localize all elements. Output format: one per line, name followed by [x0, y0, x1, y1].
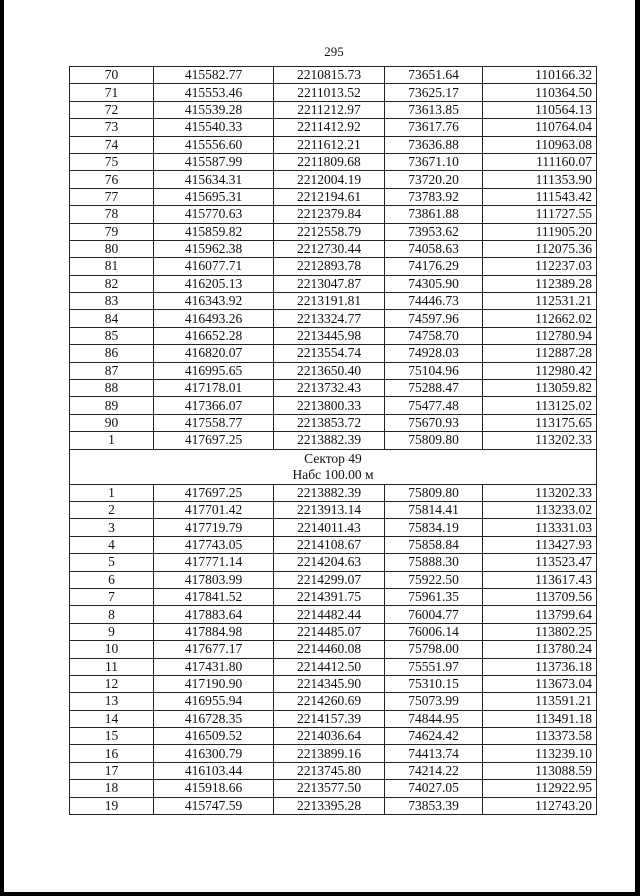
local-x-cell: 73625.17: [385, 84, 483, 101]
local-x-cell: 75814.41: [385, 501, 483, 518]
table-row: [70, 414, 597, 431]
x-coordinate-cell: 416300.79: [154, 745, 274, 762]
y-coordinate-cell: 2214412.50: [274, 658, 385, 675]
x-coordinate-cell: 416820.07: [154, 345, 274, 362]
x-coordinate-cell: 415918.66: [154, 780, 274, 797]
point-number-cell: 4: [70, 536, 154, 553]
page-number: 295: [324, 44, 344, 59]
x-coordinate-cell: 416103.44: [154, 762, 274, 779]
local-x-cell: 75104.96: [385, 362, 483, 379]
y-coordinate-cell: 2213191.81: [274, 293, 385, 310]
local-x-cell: 74597.96: [385, 310, 483, 327]
y-coordinate-cell: 2214036.64: [274, 728, 385, 745]
local-y-cell: 113202.33: [483, 432, 597, 449]
y-coordinate-cell: 2211013.52: [274, 84, 385, 101]
table-row: [70, 693, 597, 710]
point-number-cell: 15: [70, 728, 154, 745]
local-y-cell: 112980.42: [483, 362, 597, 379]
local-y-cell: 113175.65: [483, 414, 597, 431]
x-coordinate-cell: 416343.92: [154, 293, 274, 310]
table-body-top: [70, 67, 597, 450]
local-y-cell: 111727.55: [483, 206, 597, 223]
x-coordinate-cell: 417677.17: [154, 641, 274, 658]
local-x-cell: 73671.10: [385, 153, 483, 170]
local-x-cell: 74928.03: [385, 345, 483, 362]
table-row: [70, 797, 597, 814]
section-row: [70, 449, 597, 484]
x-coordinate-cell: 417366.07: [154, 397, 274, 414]
local-y-cell: 111543.42: [483, 188, 597, 205]
x-coordinate-cell: 415539.28: [154, 101, 274, 118]
local-y-cell: 113427.93: [483, 536, 597, 553]
y-coordinate-cell: 2214108.67: [274, 536, 385, 553]
local-y-cell: 112389.28: [483, 275, 597, 292]
point-number-cell: 77: [70, 188, 154, 205]
y-coordinate-cell: 2213047.87: [274, 275, 385, 292]
x-coordinate-cell: 415859.82: [154, 223, 274, 240]
table-row: [70, 327, 597, 344]
point-number-cell: 81: [70, 258, 154, 275]
y-coordinate-cell: 2213882.39: [274, 484, 385, 501]
local-x-cell: 75310.15: [385, 675, 483, 692]
section-header: [70, 449, 597, 484]
table-row: [70, 310, 597, 327]
point-number-cell: 76: [70, 171, 154, 188]
local-x-cell: 75809.80: [385, 432, 483, 449]
y-coordinate-cell: 2211809.68: [274, 153, 385, 170]
local-y-cell: 113736.18: [483, 658, 597, 675]
point-number-cell: 12: [70, 675, 154, 692]
point-number-cell: 83: [70, 293, 154, 310]
x-coordinate-cell: 416955.94: [154, 693, 274, 710]
x-coordinate-cell: 415770.63: [154, 206, 274, 223]
point-number-cell: 90: [70, 414, 154, 431]
section-title: Сектор 49: [304, 450, 362, 466]
y-coordinate-cell: 2213732.43: [274, 380, 385, 397]
x-coordinate-cell: 417841.52: [154, 588, 274, 605]
y-coordinate-cell: 2213899.16: [274, 745, 385, 762]
x-coordinate-cell: 415962.38: [154, 240, 274, 257]
point-number-cell: 9: [70, 623, 154, 640]
y-coordinate-cell: 2212730.44: [274, 240, 385, 257]
local-x-cell: 74058.63: [385, 240, 483, 257]
point-number-cell: 10: [70, 641, 154, 658]
local-x-cell: 75798.00: [385, 641, 483, 658]
table-row: [70, 223, 597, 240]
table-row: [70, 136, 597, 153]
local-y-cell: 113802.25: [483, 623, 597, 640]
y-coordinate-cell: 2213882.39: [274, 432, 385, 449]
local-x-cell: 75670.93: [385, 414, 483, 431]
y-coordinate-cell: 2214460.08: [274, 641, 385, 658]
table-row: [70, 293, 597, 310]
point-number-cell: 70: [70, 67, 154, 84]
x-coordinate-cell: 417803.99: [154, 571, 274, 588]
point-number-cell: 1: [70, 432, 154, 449]
local-x-cell: 75809.80: [385, 484, 483, 501]
y-coordinate-cell: 2211412.92: [274, 119, 385, 136]
table-row: [70, 728, 597, 745]
local-y-cell: 113673.04: [483, 675, 597, 692]
y-coordinate-cell: 2211212.97: [274, 101, 385, 118]
table-row: [70, 240, 597, 257]
local-x-cell: 75834.19: [385, 519, 483, 536]
table-row: [70, 119, 597, 136]
x-coordinate-cell: 417883.64: [154, 606, 274, 623]
point-number-cell: 18: [70, 780, 154, 797]
local-y-cell: 113202.33: [483, 484, 597, 501]
point-number-cell: 5: [70, 554, 154, 571]
local-x-cell: 74413.74: [385, 745, 483, 762]
section-cell: [70, 449, 597, 484]
x-coordinate-cell: 417178.01: [154, 380, 274, 397]
local-y-cell: 110364.50: [483, 84, 597, 101]
y-coordinate-cell: 2212893.78: [274, 258, 385, 275]
scan-edge-left: [0, 0, 4, 896]
x-coordinate-cell: 416077.71: [154, 258, 274, 275]
local-x-cell: 74305.90: [385, 275, 483, 292]
x-coordinate-cell: 417701.42: [154, 501, 274, 518]
y-coordinate-cell: 2214391.75: [274, 588, 385, 605]
scan-edge-right: [635, 0, 640, 896]
point-number-cell: 85: [70, 327, 154, 344]
point-number-cell: 75: [70, 153, 154, 170]
point-number-cell: 86: [70, 345, 154, 362]
table-row: [70, 275, 597, 292]
y-coordinate-cell: 2213800.33: [274, 397, 385, 414]
x-coordinate-cell: 417884.98: [154, 623, 274, 640]
x-coordinate-cell: 415634.31: [154, 171, 274, 188]
table-row: [70, 710, 597, 727]
local-x-cell: 75551.97: [385, 658, 483, 675]
table-row: [70, 606, 597, 623]
local-y-cell: 112887.28: [483, 345, 597, 362]
local-y-cell: 112662.02: [483, 310, 597, 327]
local-x-cell: 75961.35: [385, 588, 483, 605]
point-number-cell: 80: [70, 240, 154, 257]
local-y-cell: 110963.08: [483, 136, 597, 153]
x-coordinate-cell: 415695.31: [154, 188, 274, 205]
y-coordinate-cell: 2213650.40: [274, 362, 385, 379]
point-number-cell: 19: [70, 797, 154, 814]
y-coordinate-cell: 2211612.21: [274, 136, 385, 153]
local-y-cell: 113780.24: [483, 641, 597, 658]
point-number-cell: 3: [70, 519, 154, 536]
scan-edge-bottom: [0, 892, 640, 896]
x-coordinate-cell: 415556.60: [154, 136, 274, 153]
x-coordinate-cell: 416205.13: [154, 275, 274, 292]
local-y-cell: 113491.18: [483, 710, 597, 727]
table-row: [70, 380, 597, 397]
local-y-cell: 113059.82: [483, 380, 597, 397]
point-number-cell: 74: [70, 136, 154, 153]
table-row: [70, 362, 597, 379]
table-row: [70, 484, 597, 501]
local-y-cell: 110564.13: [483, 101, 597, 118]
x-coordinate-cell: 417558.77: [154, 414, 274, 431]
point-number-cell: 82: [70, 275, 154, 292]
local-x-cell: 75888.30: [385, 554, 483, 571]
local-x-cell: 73861.88: [385, 206, 483, 223]
table-row: [70, 641, 597, 658]
table-row: [70, 397, 597, 414]
point-number-cell: 84: [70, 310, 154, 327]
local-y-cell: 113591.21: [483, 693, 597, 710]
table-row: [70, 345, 597, 362]
local-x-cell: 75288.47: [385, 380, 483, 397]
table-row: [70, 780, 597, 797]
table-row: [70, 519, 597, 536]
local-x-cell: 73783.92: [385, 188, 483, 205]
table-row: [70, 554, 597, 571]
y-coordinate-cell: 2212379.84: [274, 206, 385, 223]
x-coordinate-cell: 415582.77: [154, 67, 274, 84]
table-row: [70, 101, 597, 118]
local-x-cell: 74446.73: [385, 293, 483, 310]
table-row: [70, 84, 597, 101]
x-coordinate-cell: 417190.90: [154, 675, 274, 692]
table-row: [70, 762, 597, 779]
y-coordinate-cell: 2214204.63: [274, 554, 385, 571]
local-x-cell: 75477.48: [385, 397, 483, 414]
y-coordinate-cell: 2213745.80: [274, 762, 385, 779]
point-number-cell: 73: [70, 119, 154, 136]
y-coordinate-cell: 2214157.39: [274, 710, 385, 727]
local-y-cell: 112237.03: [483, 258, 597, 275]
local-y-cell: 113523.47: [483, 554, 597, 571]
point-number-cell: 14: [70, 710, 154, 727]
table-body-bottom: [70, 484, 597, 814]
y-coordinate-cell: 2214482.44: [274, 606, 385, 623]
table-row: [70, 658, 597, 675]
local-y-cell: 112075.36: [483, 240, 597, 257]
y-coordinate-cell: 2214485.07: [274, 623, 385, 640]
x-coordinate-cell: 415540.33: [154, 119, 274, 136]
table-row: [70, 206, 597, 223]
y-coordinate-cell: 2212194.61: [274, 188, 385, 205]
table-row: [70, 623, 597, 640]
point-number-cell: 88: [70, 380, 154, 397]
table-row: [70, 153, 597, 170]
local-x-cell: 74624.42: [385, 728, 483, 745]
local-x-cell: 74027.05: [385, 780, 483, 797]
section-subtitle: Набс 100.00 м: [292, 466, 374, 482]
y-coordinate-cell: 2210815.73: [274, 67, 385, 84]
local-y-cell: 110166.32: [483, 67, 597, 84]
coordinates-table: [69, 66, 597, 815]
local-y-cell: 112743.20: [483, 797, 597, 814]
table-row: [70, 67, 597, 84]
point-number-cell: 79: [70, 223, 154, 240]
point-number-cell: 87: [70, 362, 154, 379]
point-number-cell: 11: [70, 658, 154, 675]
local-y-cell: 113239.10: [483, 745, 597, 762]
x-coordinate-cell: 416995.65: [154, 362, 274, 379]
table-row: [70, 432, 597, 449]
x-coordinate-cell: 417719.79: [154, 519, 274, 536]
y-coordinate-cell: 2214260.69: [274, 693, 385, 710]
local-y-cell: 111353.90: [483, 171, 597, 188]
table-row: [70, 675, 597, 692]
x-coordinate-cell: 416509.52: [154, 728, 274, 745]
y-coordinate-cell: 2213577.50: [274, 780, 385, 797]
local-x-cell: 76006.14: [385, 623, 483, 640]
x-coordinate-cell: 417431.80: [154, 658, 274, 675]
local-y-cell: 111160.07: [483, 153, 597, 170]
local-x-cell: 75922.50: [385, 571, 483, 588]
local-x-cell: 74844.95: [385, 710, 483, 727]
local-x-cell: 74758.70: [385, 327, 483, 344]
point-number-cell: 78: [70, 206, 154, 223]
local-x-cell: 73651.64: [385, 67, 483, 84]
local-y-cell: 113799.64: [483, 606, 597, 623]
y-coordinate-cell: 2213445.98: [274, 327, 385, 344]
point-number-cell: 72: [70, 101, 154, 118]
local-y-cell: 112531.21: [483, 293, 597, 310]
x-coordinate-cell: 417697.25: [154, 432, 274, 449]
local-y-cell: 113373.58: [483, 728, 597, 745]
x-coordinate-cell: 416652.28: [154, 327, 274, 344]
x-coordinate-cell: 415747.59: [154, 797, 274, 814]
local-x-cell: 75073.99: [385, 693, 483, 710]
local-y-cell: 113125.02: [483, 397, 597, 414]
local-x-cell: 73617.76: [385, 119, 483, 136]
table-row: [70, 501, 597, 518]
point-number-cell: 1: [70, 484, 154, 501]
y-coordinate-cell: 2213913.14: [274, 501, 385, 518]
table-row: [70, 588, 597, 605]
y-coordinate-cell: 2212004.19: [274, 171, 385, 188]
local-x-cell: 76004.77: [385, 606, 483, 623]
point-number-cell: 6: [70, 571, 154, 588]
local-x-cell: 73720.20: [385, 171, 483, 188]
table-row: [70, 258, 597, 275]
y-coordinate-cell: 2213853.72: [274, 414, 385, 431]
x-coordinate-cell: 417771.14: [154, 554, 274, 571]
local-x-cell: 73853.39: [385, 797, 483, 814]
local-x-cell: 74214.22: [385, 762, 483, 779]
point-number-cell: 71: [70, 84, 154, 101]
local-y-cell: 113233.02: [483, 501, 597, 518]
point-number-cell: 2: [70, 501, 154, 518]
y-coordinate-cell: 2213395.28: [274, 797, 385, 814]
table-row: [70, 745, 597, 762]
local-y-cell: 112780.94: [483, 327, 597, 344]
y-coordinate-cell: 2214011.43: [274, 519, 385, 536]
x-coordinate-cell: 417697.25: [154, 484, 274, 501]
point-number-cell: 7: [70, 588, 154, 605]
local-y-cell: 113331.03: [483, 519, 597, 536]
point-number-cell: 13: [70, 693, 154, 710]
point-number-cell: 16: [70, 745, 154, 762]
local-x-cell: 73636.88: [385, 136, 483, 153]
table-row: [70, 536, 597, 553]
y-coordinate-cell: 2212558.79: [274, 223, 385, 240]
point-number-cell: 89: [70, 397, 154, 414]
x-coordinate-cell: 416728.35: [154, 710, 274, 727]
local-x-cell: 75858.84: [385, 536, 483, 553]
x-coordinate-cell: 416493.26: [154, 310, 274, 327]
y-coordinate-cell: 2214299.07: [274, 571, 385, 588]
local-y-cell: 110764.04: [483, 119, 597, 136]
y-coordinate-cell: 2213554.74: [274, 345, 385, 362]
x-coordinate-cell: 415587.99: [154, 153, 274, 170]
local-y-cell: 113617.43: [483, 571, 597, 588]
y-coordinate-cell: 2213324.77: [274, 310, 385, 327]
local-y-cell: 113709.56: [483, 588, 597, 605]
x-coordinate-cell: 417743.05: [154, 536, 274, 553]
local-x-cell: 74176.29: [385, 258, 483, 275]
table-row: [70, 571, 597, 588]
table-row: [70, 188, 597, 205]
local-x-cell: 73613.85: [385, 101, 483, 118]
point-number-cell: 8: [70, 606, 154, 623]
x-coordinate-cell: 415553.46: [154, 84, 274, 101]
local-y-cell: 113088.59: [483, 762, 597, 779]
local-y-cell: 112922.95: [483, 780, 597, 797]
local-x-cell: 73953.62: [385, 223, 483, 240]
table-row: [70, 171, 597, 188]
local-y-cell: 111905.20: [483, 223, 597, 240]
y-coordinate-cell: 2214345.90: [274, 675, 385, 692]
point-number-cell: 17: [70, 762, 154, 779]
